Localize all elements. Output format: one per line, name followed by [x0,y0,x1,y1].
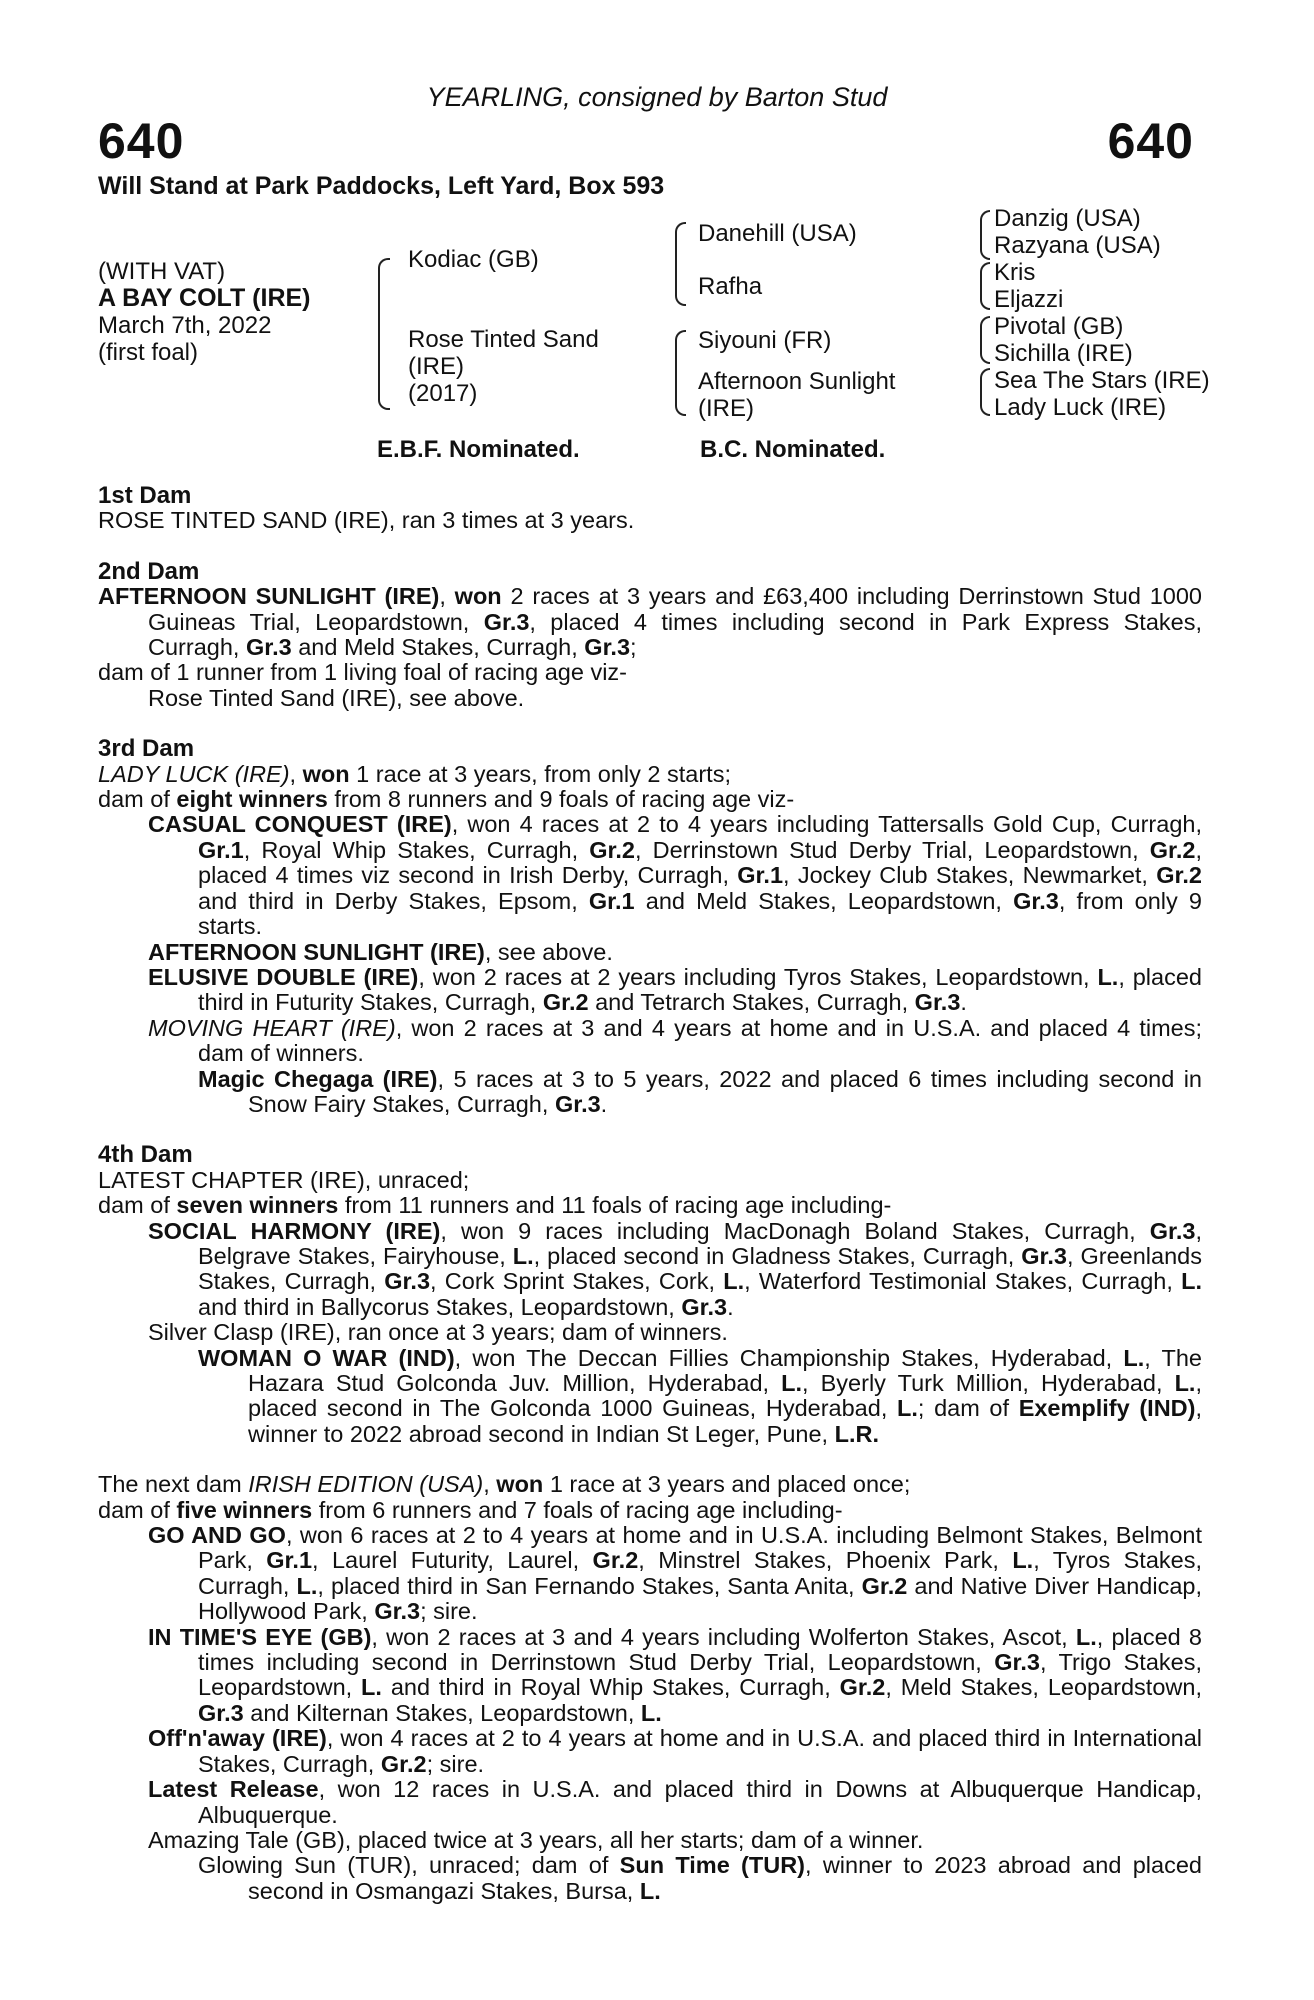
dam2-entry: AFTERNOON SUNLIGHT (IRE), won 2 races at 3 years and £63,400 including Derrinstown Stud 1000 Guineas Trial, Leopardstown, Gr.3, placed 4 times including second in Park Express Stakes, Curragh, Gr.3 and Meld Stakes, Curragh, Gr.3; [98,583,1203,661]
sire-sire: Danehill (USA) [698,220,857,247]
progeny-silver-clasp: Silver Clasp (IRE), ran once at 3 years; dam of winners. [148,1319,728,1346]
progeny-afternoon-sunlight: AFTERNOON SUNLIGHT (IRE), see above. [148,938,613,965]
dam2-damof: dam of 1 runner from 1 living foal of racing age viz- [98,659,628,686]
horse-name: A BAY COLT (IRE) [98,284,311,312]
catalogue-body [98,483,1202,1904]
progeny-in-times-eye: IN TIME'S EYE (GB), won 2 races at 3 and 4 years including Wolferton Stakes, Ascot, L., placed 8 times including second in Derrinstown Stud Derby Trial, Leopardstown, Gr.3, Trigo Stakes, Leopardstown, L. and third in Royal Whip Stakes, Curragh, Gr.2, Meld Stakes, Leopardstown, Gr.3 and Kilternan Stakes, Leopardstown, L. [148,1623,1202,1726]
dam4-text: LATEST CHAPTER (IRE), unraced; [98,1166,470,1193]
pedigree-brace-3d [980,368,990,416]
dam-dam-2: (IRE) [698,395,754,422]
gp-6: Sichilla (IRE) [994,340,1133,367]
dam2-heading: 2nd Dam [98,557,200,585]
lot-number-right: 640 [1107,113,1194,169]
progeny-latest-release: Latest Release, won 12 races in U.S.A. and placed third in Downs at Albuquerque Handicap, Albuquerque. [148,1776,1203,1828]
dam-sire: Siyouni (FR) [698,327,832,354]
dam-line3: (2017) [408,380,478,407]
next-dam-damof: dam of five winners from 6 runners and 7 foals of racing age including- [98,1496,843,1523]
progeny-amazing-tale: Amazing Tale (GB), placed twice at 3 years, all her starts; dam of a winner. [148,1826,924,1853]
gp-1: Danzig (USA) [994,205,1141,232]
pedigree-brace-3b [980,262,990,310]
progeny-casual-conquest: CASUAL CONQUEST (IRE), won 4 races at 2 to 4 years including Tattersalls Gold Cup, Curragh, Gr.1, Royal Whip Stakes, Curragh, Gr.2, Derrinstown Stud Derby Trial, Leopardstown, Gr.2, placed 4 times viz second in Irish Derby, Curragh, Gr.1, Jockey Club Stakes, Newmarket, Gr.2 and third in Derby Stakes, Epsom, Gr.1 and Meld Stakes, Leopardstown, Gr.3, from only 9 starts. [148,811,1203,940]
progeny-woman-o-war: WOMAN O WAR (IND), won The Deccan Fillies Championship Stakes, Hyderabad, L., The Hazara Stud Golconda Juv. Million, Hyderabad, L., Byerly Turk Million, Hyderabad, L., placed second in The Golconda 1000 Guineas, Hyderabad, L.; dam of Exemplify (IND), winner to 2022 abroad second in Indian St Leger, Pune, L.R. [198,1344,1203,1447]
bc-nominated: B.C. Nominated. [700,436,886,463]
lot-number-left: 640 [98,113,185,169]
dam2-foal: Rose Tinted Sand (IRE), see above. [148,684,525,711]
dam3-heading: 3rd Dam [98,735,195,763]
dam2-won: won [454,583,502,610]
progeny-go-and-go: GO AND GO, won 6 races at 2 to 4 years at home and in U.S.A. including Belmont Stakes, Belmont Park, Gr.1, Laurel Futurity, Laurel, Gr.2, Minstrel Stakes, Phoenix Park, L., Tyros Stakes, Curragh, L., placed third in San Fernando Stakes, Santa Anita, Gr.2 and Native Diver Handicap, Hollywood Park, Gr.3; sire. [148,1522,1202,1625]
gp-2: Razyana (USA) [994,232,1161,259]
horse-note: (first foal) [98,339,199,366]
dam1-heading: 1st Dam [98,482,192,509]
dam-line2: (IRE) [408,353,464,380]
next-dam-entry: The next dam IRISH EDITION (USA), won 1 race at 3 years and placed once; [98,1471,911,1498]
consignment-line: YEARLING, consigned by Barton Stud [426,82,888,112]
dam-line1: Rose Tinted Sand [408,326,599,353]
dam-dam-1: Afternoon Sunlight [698,368,896,395]
sire-dam: Rafha [698,273,763,300]
gp-3: Kris [994,259,1036,286]
progeny-magic-chegaga: Magic Chegaga (IRE), 5 races at 3 to 5 years, 2022 and placed 6 times including second in Snow Fairy Stakes, Curragh, Gr.3. [198,1065,1202,1117]
pedigree-brace-1 [378,258,390,410]
stand-location: Will Stand at Park Paddocks, Left Yard, Box 593 [98,172,665,200]
progeny-elusive-double: ELUSIVE DOUBLE (IRE), won 2 races at 2 years including Tyros Stakes, Leopardstown, L., placed third in Futurity Stakes, Curragh, Gr.2 and Tetrarch Stakes, Curragh, Gr.3. [148,963,1202,1016]
dam1-text: ROSE TINTED SAND (IRE), ran 3 times at 3 years. [98,507,635,534]
sire: Kodiac (GB) [408,246,539,273]
pedigree-brace-2b [675,330,686,416]
dam2-name: AFTERNOON SUNLIGHT (IRE) [98,583,440,610]
progeny-moving-heart: MOVING HEART (IRE), won 2 races at 3 and 4 years at home and in U.S.A. and placed 4 times; dam of winners. [148,1014,1202,1067]
pedigree-brace-3c [980,316,990,364]
pedigree-brace-2a [675,222,686,306]
progeny-glowing-sun: Glowing Sun (TUR), unraced; dam of Sun Time (TUR), winner to 2023 abroad and placed second in Osmangazi Stakes, Bursa, L. [198,1852,1202,1904]
gp-8: Lady Luck (IRE) [994,394,1167,421]
with-vat: (WITH VAT) [98,258,226,285]
dam3-entry: LADY LUCK (IRE), won 1 race at 3 years, from only 2 starts; [98,760,731,787]
dam3-name: LADY LUCK (IRE) [98,760,290,787]
dam4-damof: dam of seven winners from 11 runners and 11 foals of racing age including- [98,1192,892,1219]
gp-4: Eljazzi [994,286,1064,313]
dam3-damof: dam of eight winners from 8 runners and 9 foals of racing age viz- [98,786,795,813]
dam4-heading: 4th Dam [98,1141,193,1169]
ebf-nominated: E.B.F. Nominated. [377,436,580,463]
gp-5: Pivotal (GB) [994,313,1124,340]
progeny-offnaway: Off'n'away (IRE), won 4 races at 2 to 4 years at home and in U.S.A. and placed third in International Stakes, Curragh, Gr.2; sire. [148,1725,1202,1777]
pedigree-brace-3a [980,210,990,260]
progeny-social-harmony: SOCIAL HARMONY (IRE), won 9 races including MacDonagh Boland Stakes, Curragh, Gr.3, Belgrave Stakes, Fairyhouse, L., placed second in Gladness Stakes, Curragh, Gr.3, Greenlands Stakes, Curragh, Gr.3, Cork Sprint Stakes, Cork, L., Waterford Testimonial Stakes, Curragh, L. and third in Ballycorus Stakes, Leopardstown, Gr.3. [148,1217,1202,1320]
gp-7: Sea The Stars (IRE) [994,367,1210,394]
horse-dob: March 7th, 2022 [98,312,272,339]
